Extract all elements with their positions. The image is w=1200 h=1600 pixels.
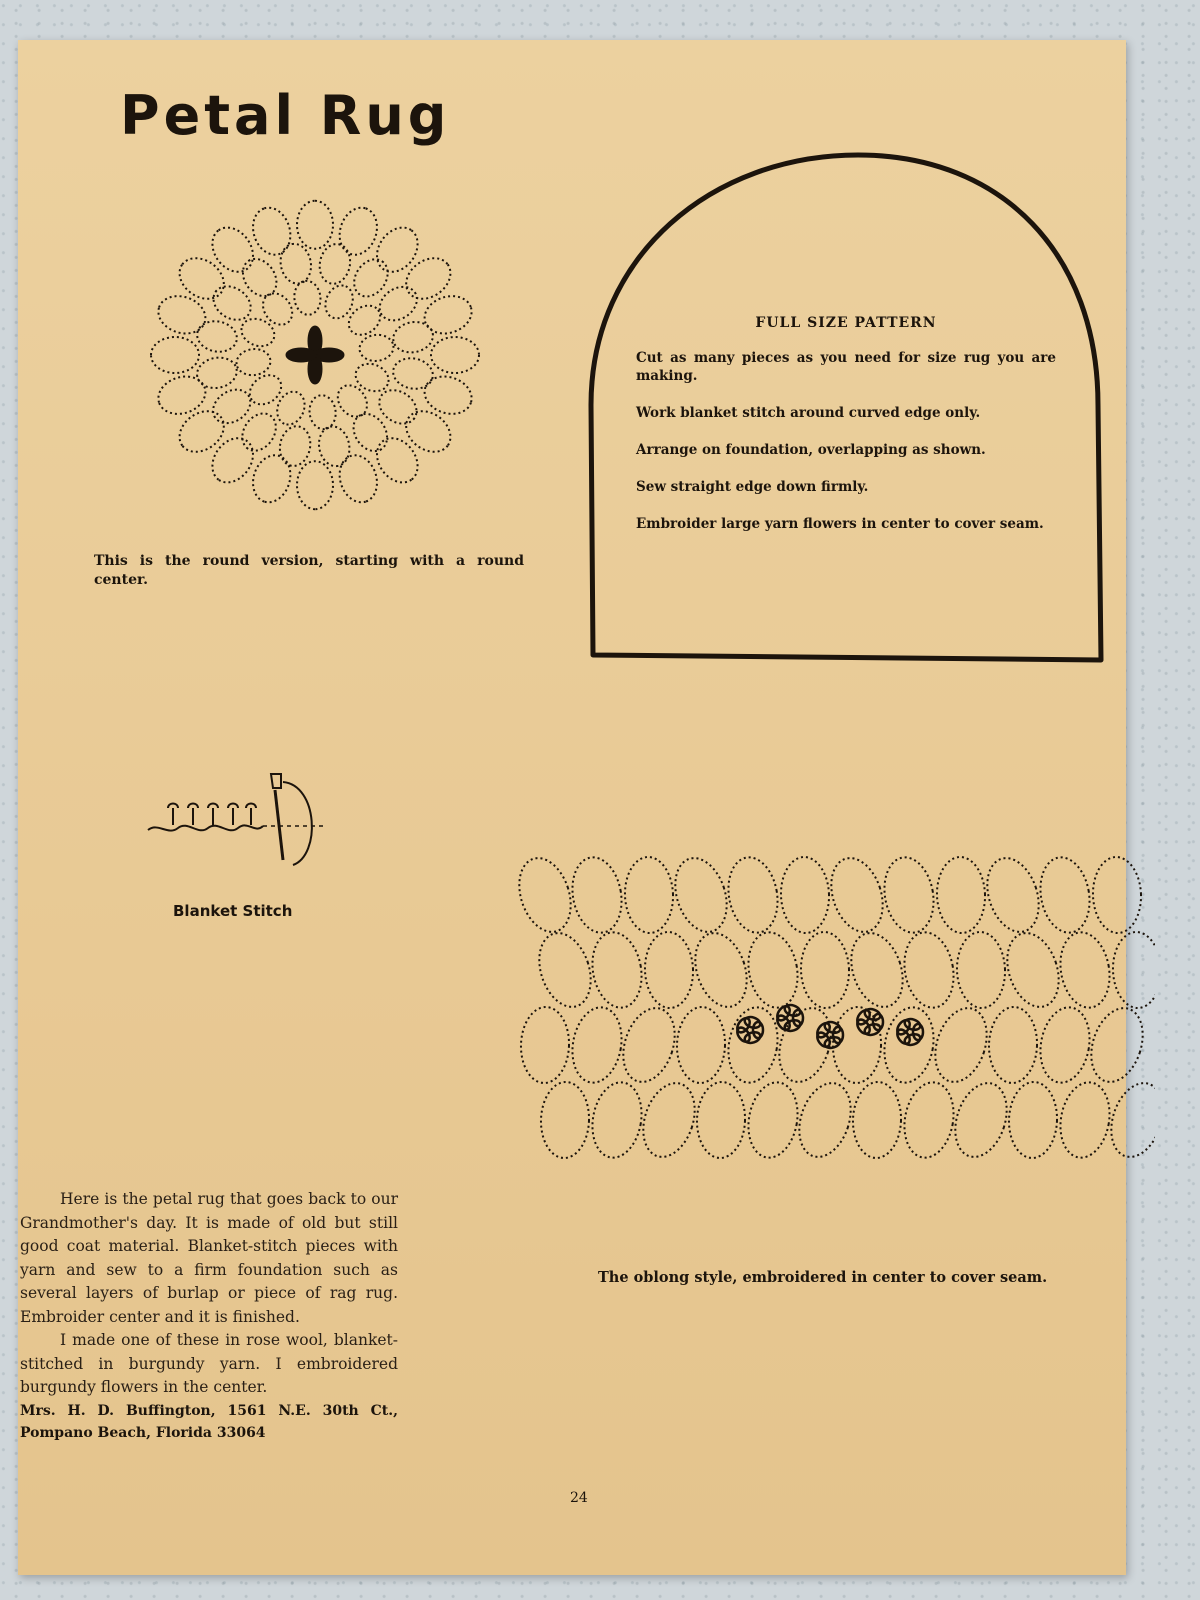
petal (567, 1003, 627, 1086)
petal (194, 354, 239, 391)
petal (666, 851, 735, 938)
pattern-step: Work blanket stitch around curved edge only. (636, 405, 981, 421)
petal (369, 430, 426, 490)
petal (151, 337, 199, 373)
petal (420, 371, 477, 420)
petal (172, 403, 232, 460)
petal (956, 931, 1007, 1009)
petal (926, 1001, 995, 1088)
petal (332, 380, 373, 423)
petal (1055, 1078, 1115, 1161)
petal (391, 355, 436, 392)
embroidered-flower-petal (863, 1007, 881, 1021)
petal (369, 220, 426, 280)
petal (676, 1006, 727, 1084)
petal (567, 853, 627, 936)
pattern-step: Arrange on foundation, overlapping as shown. (636, 442, 986, 458)
petal (204, 220, 261, 280)
embroidered-flower-petal (783, 1003, 801, 1017)
petal (1092, 856, 1143, 934)
petal (1082, 1001, 1151, 1088)
petal (852, 1081, 903, 1159)
oblong-style-caption: The oblong style, embroidered in center to cover seam. (598, 1269, 1048, 1286)
petal (879, 853, 939, 936)
embroidered-flower-petal (913, 1024, 923, 1040)
blanket-stitch-diagram (143, 760, 323, 870)
petal (297, 461, 333, 509)
petal (373, 383, 423, 430)
petal (530, 926, 599, 1013)
petal (1112, 931, 1155, 1009)
petal (297, 201, 333, 249)
petal (398, 403, 458, 460)
center-flower-petal (287, 349, 315, 361)
petal (272, 387, 309, 428)
petal (743, 1078, 803, 1161)
petal (351, 359, 392, 396)
petal (277, 241, 314, 286)
petal (743, 928, 803, 1011)
embroidered-flower-petal (833, 1027, 843, 1043)
petal (1102, 1076, 1155, 1163)
petal (347, 408, 394, 458)
page-number: 24 (570, 1490, 588, 1506)
petal (988, 1006, 1039, 1084)
petal (235, 347, 272, 377)
petal (510, 851, 579, 938)
embroidered-flower-petal (903, 1017, 921, 1031)
round-rug-illustration (140, 195, 490, 515)
petal (1035, 853, 1095, 936)
petal (978, 851, 1047, 938)
magazine-page (18, 40, 1126, 1575)
petal (790, 1076, 859, 1163)
pattern-step: Embroider large yarn flowers in center to cover seam. (636, 516, 1044, 532)
petal (204, 430, 261, 490)
petal (686, 926, 755, 1013)
petal (998, 926, 1067, 1013)
petal (172, 250, 232, 307)
petal (624, 856, 675, 934)
petal (587, 928, 647, 1011)
petal (614, 1001, 683, 1088)
petal (334, 450, 383, 507)
petal (899, 928, 959, 1011)
petal (800, 931, 851, 1009)
embroidered-flower-petal (743, 1015, 761, 1029)
petal (822, 851, 891, 938)
petal (207, 383, 257, 430)
petal (316, 424, 353, 469)
petal (195, 318, 240, 355)
petal (420, 290, 477, 339)
petal (320, 281, 357, 322)
petal (431, 337, 479, 373)
story-paragraph: Here is the petal rug that goes back to our Grandmother's day. It is made of old but still good coat material. Blanket-stitch pieces with yarn and sew to a firm foundation such as several layers of burlap or piece of rag rug. Embroider center and it is finished. (20, 1190, 398, 1326)
petal (373, 280, 423, 327)
story-text (18, 1188, 398, 1444)
petal (723, 853, 783, 936)
author-credit: Mrs. H. D. Buffington, 1561 N.E. 30th Ct., Pompano Beach, Florida 33064 (20, 1402, 398, 1441)
petal (235, 407, 282, 457)
embroidered-flower-petal (873, 1014, 883, 1030)
petal (292, 279, 322, 316)
story-paragraph: I made one of these in rose wool, blanket-stitched in burgundy yarn. I embroidered burgundy flowers in the center. (20, 1331, 398, 1396)
oblong-rug-illustration (500, 840, 1155, 1180)
petal (1008, 1081, 1059, 1159)
petal (842, 926, 911, 1013)
petal (1055, 928, 1115, 1011)
petal (308, 394, 338, 431)
petal (780, 856, 831, 934)
blanket-stitch-label: Blanket Stitch (173, 902, 293, 920)
petal (587, 1078, 647, 1161)
petal (634, 1076, 703, 1163)
petal (347, 253, 394, 303)
round-version-caption: This is the round version, starting with a round center. (94, 553, 524, 588)
petal (154, 371, 211, 420)
petal (316, 241, 353, 286)
pattern-instructions (636, 315, 1056, 552)
petal (277, 424, 314, 469)
petal (207, 279, 257, 326)
petal (237, 314, 278, 351)
petal (236, 253, 283, 303)
petal (247, 203, 296, 260)
petal (696, 1081, 747, 1159)
petal (723, 1003, 783, 1086)
petal (936, 856, 987, 934)
petal (358, 333, 395, 363)
pattern-heading: FULL SIZE PATTERN (755, 315, 937, 331)
pattern-step: Sew straight edge down firmly. (636, 479, 869, 495)
petal (391, 319, 436, 356)
petal (946, 1076, 1015, 1163)
pattern-step: Cut as many pieces as you need for size rug you are making. (636, 350, 1056, 384)
petal (644, 931, 695, 1009)
petal (154, 290, 211, 339)
petal (257, 288, 298, 331)
page-title: Petal Rug (120, 84, 451, 147)
petal (1035, 1003, 1095, 1086)
petal (540, 1081, 591, 1159)
petal (334, 203, 383, 260)
petal (899, 1078, 959, 1161)
petal (247, 450, 296, 507)
petal (398, 250, 458, 307)
petal (520, 1006, 571, 1084)
embroidered-flower-petal (753, 1022, 763, 1038)
